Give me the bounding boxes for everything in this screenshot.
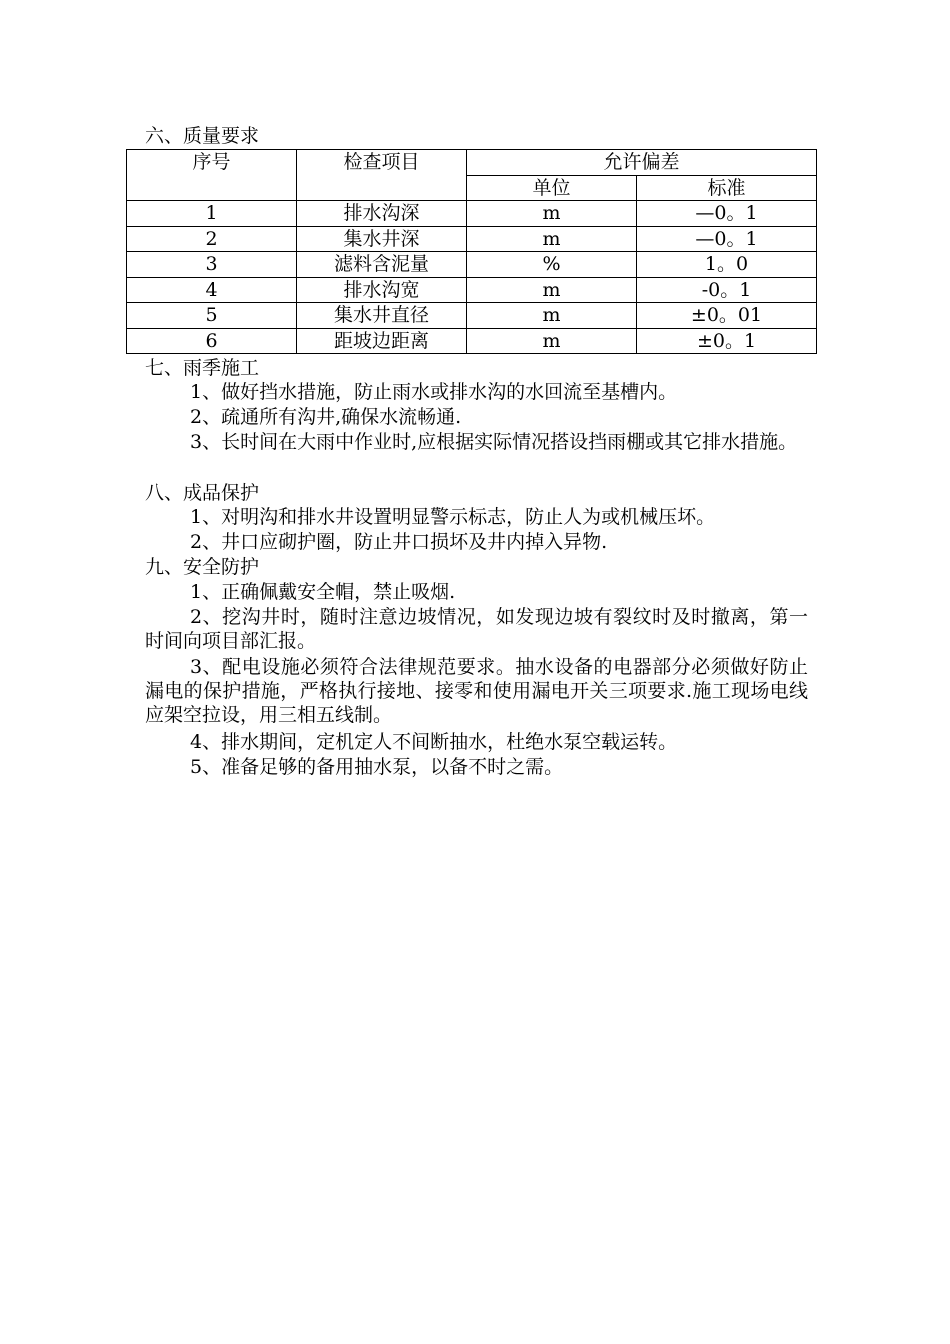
section-9-item-3: 3、配电设施必须符合法律规范要求。抽水设备的电器部分必须做好防止漏电的保护措施，严格执行接地、接零和使用漏电开关三项要求.施工现场电线应架空拉设，用三相五线制。 bbox=[145, 656, 808, 726]
table-row bbox=[127, 226, 817, 252]
cell-item: 滤料含泥量 bbox=[297, 252, 467, 278]
cell-standard: -0。1 bbox=[637, 277, 817, 303]
cell-standard: ±0。01 bbox=[637, 303, 817, 329]
cell-unit: m bbox=[467, 328, 637, 354]
section-9-item-1: 1、正确佩戴安全帽，禁止吸烟. bbox=[190, 581, 456, 603]
section-9-item-5: 5、准备足够的备用抽水泵，以备不时之需。 bbox=[190, 756, 564, 778]
section-8-item-2: 2、井口应砌护圈，防止井口损坏及井内掉入异物. bbox=[190, 531, 608, 553]
cell-unit: m bbox=[467, 277, 637, 303]
cell-no: 5 bbox=[127, 303, 297, 329]
header-tolerance: 允许偏差 bbox=[467, 150, 817, 176]
cell-standard: —0。1 bbox=[637, 201, 817, 227]
section-6-heading: 六、质量要求 bbox=[145, 125, 260, 147]
section-8-item-1: 1、对明沟和排水井设置明显警示标志，防止人为或机械压坏。 bbox=[190, 506, 716, 528]
cell-standard: 1。0 bbox=[637, 252, 817, 278]
section-8-heading: 八、成品保护 bbox=[145, 482, 260, 504]
table-row bbox=[127, 201, 817, 227]
table-row bbox=[127, 303, 817, 329]
cell-unit: % bbox=[467, 252, 637, 278]
cell-standard: —0。1 bbox=[637, 226, 817, 252]
table-row bbox=[127, 277, 817, 303]
cell-item: 集水井直径 bbox=[297, 303, 467, 329]
quality-requirements-table bbox=[126, 149, 817, 354]
cell-no: 3 bbox=[127, 252, 297, 278]
section-7-item-1: 1、做好挡水措施，防止雨水或排水沟的水回流至基槽内。 bbox=[190, 381, 678, 403]
header-standard: 标准 bbox=[637, 175, 817, 201]
cell-no: 2 bbox=[127, 226, 297, 252]
header-no: 序号 bbox=[127, 150, 297, 201]
cell-item: 距坡边距离 bbox=[297, 328, 467, 354]
section-9-item-2: 2、挖沟井时，随时注意边坡情况，如发现边坡有裂纹时及时撤离，第一时间向项目部汇报。 bbox=[145, 606, 808, 652]
section-9-item-4: 4、排水期间，定机定人不间断抽水，杜绝水泵空载运转。 bbox=[190, 731, 678, 753]
cell-no: 4 bbox=[127, 277, 297, 303]
cell-unit: m bbox=[467, 201, 637, 227]
cell-standard: ±0。1 bbox=[637, 328, 817, 354]
table-row bbox=[127, 328, 817, 354]
cell-item: 集水井深 bbox=[297, 226, 467, 252]
cell-unit: m bbox=[467, 226, 637, 252]
cell-item: 排水沟深 bbox=[297, 201, 467, 227]
cell-no: 6 bbox=[127, 328, 297, 354]
table-header-row bbox=[127, 150, 817, 176]
section-7-item-2: 2、疏通所有沟井,确保水流畅通. bbox=[190, 406, 462, 428]
section-7-heading: 七、雨季施工 bbox=[145, 357, 260, 379]
table-row bbox=[127, 252, 817, 278]
header-unit: 单位 bbox=[467, 175, 637, 201]
section-9-heading: 九、安全防护 bbox=[145, 556, 260, 578]
header-item: 检查项目 bbox=[297, 150, 467, 201]
cell-unit: m bbox=[467, 303, 637, 329]
cell-item: 排水沟宽 bbox=[297, 277, 467, 303]
section-7-item-3: 3、长时间在大雨中作业时,应根据实际情况搭设挡雨棚或其它排水措施。 bbox=[190, 431, 798, 453]
cell-no: 1 bbox=[127, 201, 297, 227]
